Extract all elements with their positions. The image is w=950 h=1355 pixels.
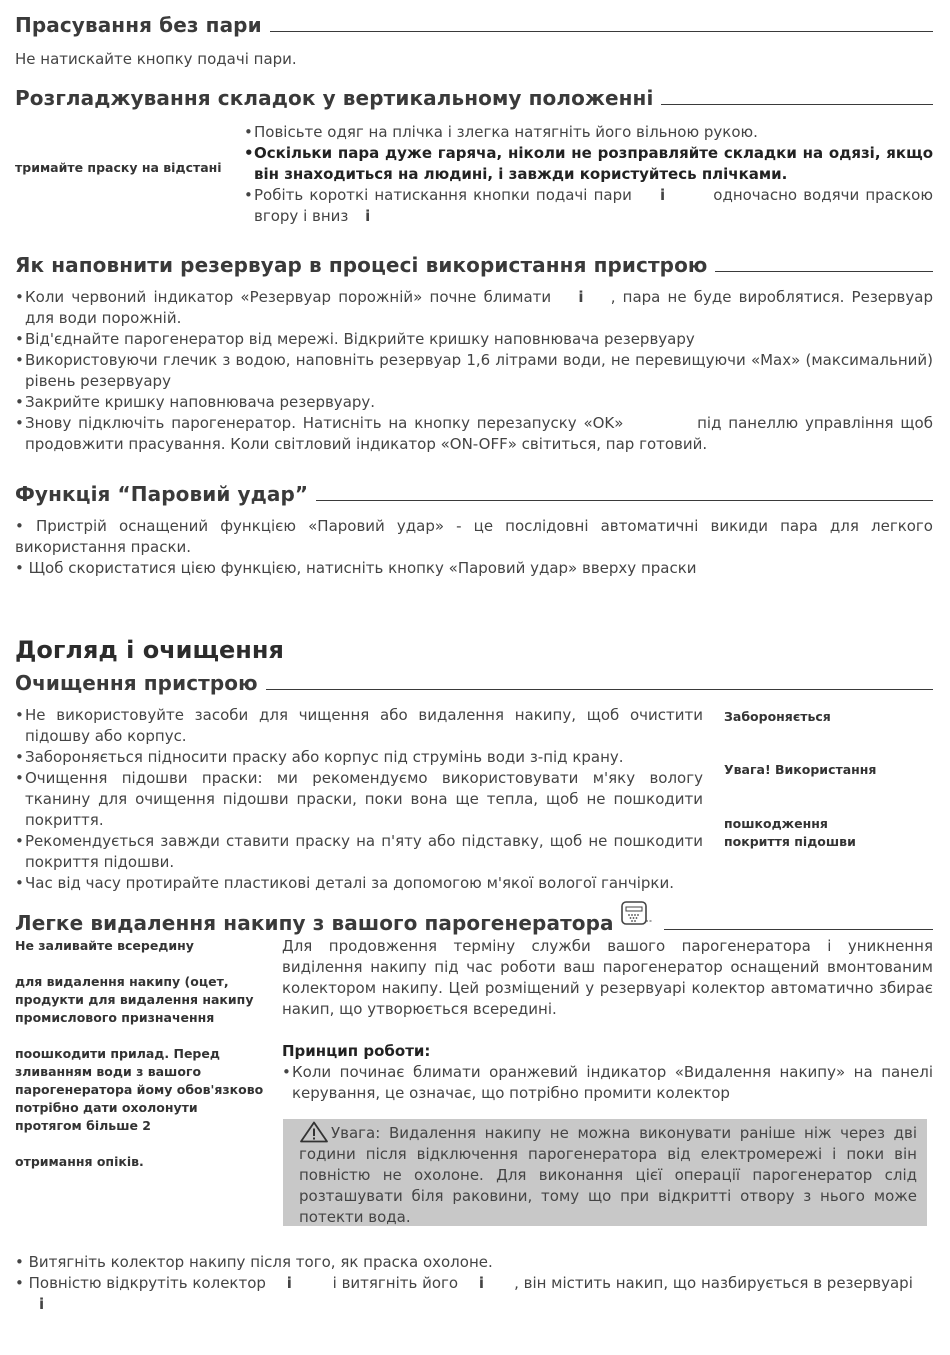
list-item: • Щоб скористатися цією функцією, натисніть кнопку «Паровий удар» вверху праски [15, 559, 697, 577]
side-note: тримайте праску на відстані [15, 160, 222, 175]
section-heading-cleaning [15, 671, 933, 695]
side-notes-column [15, 937, 265, 1171]
list-item-text: Витягніть колектор накипу після того, як праска охолоне. [28, 1253, 493, 1271]
list-item-text: Пристрій оснащений функцією «Паровий удар» - це послідовні автоматичні викиди пара для легкого використання праски. [15, 517, 933, 556]
bullet-list [15, 516, 933, 579]
section-title: Прасування без пари [15, 13, 262, 37]
figure-ref: i [365, 207, 371, 225]
list-item: • Не використовуйте засоби для чищення або видалення накипу, щоб очистити підошву або корпус. [15, 705, 703, 747]
side-note: Не заливайте всередину [15, 938, 194, 953]
warning-box [283, 1119, 927, 1226]
heading-rule [661, 104, 933, 105]
list-item-text: під панеллю управління щоб продовжити прасування. Коли світловий індикатор «ON-OFF» світиться, пар готовий. [25, 414, 933, 453]
list-item: • Рекомендується завжди ставити праску на п'яту або підставку, щоб не пошкодити покриття підошви. [15, 831, 703, 873]
figure-ref: i [39, 1295, 45, 1313]
side-note: для видалення накипу (оцет, продукти для видалення накипу промислового призначення [15, 974, 254, 1025]
list-item: • Забороняється підносити праску або корпус під струмінь води з-під крану. [15, 747, 703, 768]
section-title: Розгладжування складок у вертикальному положенні [15, 86, 654, 110]
heading-rule [664, 929, 933, 930]
list-item: • Закрийте кришку наповнювача резервуару. [15, 392, 933, 413]
chapter-title: Догляд і очищення [15, 636, 284, 664]
section-heading-steam-shot [15, 482, 933, 506]
section-title: Легке видалення накипу з вашого парогенератора [15, 911, 614, 935]
paragraph: Не натискайте кнопку подачі пари. [15, 50, 297, 68]
section-heading-ironing-without-steam [15, 13, 933, 37]
list-item-text: Коли червоний індикатор «Резервуар порожній» почне блимати [25, 288, 552, 306]
bullet-list [15, 287, 933, 455]
list-item: • Пристрій оснащений функцією «Паровий удар» - це послідовні автоматичні викиди пара для легкого використання праски. [15, 517, 933, 556]
list-item [15, 413, 933, 455]
figure-ref: i [578, 288, 584, 306]
list-item-text: Знову підключіть парогенератор. Натисніть на кнопку перезапуску «OK» [25, 414, 624, 432]
list-item: • Час від часу протирайте пластикові деталі за допомогою м'якої вологої ганчірки. [15, 873, 703, 894]
descale-intro: Для продовження терміну служби вашого парогенератора і уникнення виділення накипу під час роботи ваш парогенератор оснащений вмонтованим колектором накипу. Цей розміщений у резервуарі колектор автоматично збирає накип, що утворюється всередині. [282, 937, 933, 1018]
figure-ref: i [478, 1274, 485, 1292]
list-item: • Від'єднайте парогенератор від мережі. Відкрийте кришку наповнювача резервуару [15, 329, 933, 350]
bullet-list [15, 705, 703, 894]
side-note: поошкодити прилад. Перед зливанням води з вашого парогенератора йому обов'язково потрібно дати охолонути протягом більше 2 [15, 1046, 264, 1133]
side-note: Увага! Використання [724, 762, 877, 777]
list-item-warning: • Оскільки пара дуже гаряча, ніколи не розправляйте складки на одязі, якщо він знаходиться на людині, і завжди користуйтесь плічками. [244, 143, 933, 185]
bullet-list [282, 1062, 933, 1104]
figure-ref: i [286, 1274, 292, 1292]
bullet-list [244, 122, 933, 227]
section-title: Очищення пристрою [15, 671, 258, 695]
side-note: отримання опіків. [15, 1154, 144, 1169]
list-item [244, 185, 933, 227]
side-note: пошкодження покриття підошви [724, 816, 856, 849]
list-item: • Витягніть колектор накипу після того, як праска охолоне. [15, 1253, 493, 1271]
section-heading-descaling [15, 900, 933, 935]
list-item-text: Повністю відкрутіть колектор [28, 1274, 266, 1292]
list-item: • Очищення підошви праски: ми рекомендуємо використовувати м'яку вологу тканину для очищення підошви праски, поки вона ще тепла, щоб не пошкодити покриття. [15, 768, 703, 831]
section-title: Як наповнити резервуар в процесі використання пристрою [15, 253, 708, 277]
principle-title: Принцип роботи: [282, 1042, 431, 1060]
warning-text: Увага: Видалення накипу не можна виконувати раніше ніж через дві години після відключення парогенератора від електромережі і поки він повністю не охолоне. Для виконання цієї операції парогенератор слід розташувати біля раковини, тому що при відкритті отвору з нього може потекти вода. [299, 1124, 917, 1226]
section-heading-filling-tank [15, 253, 933, 277]
list-item: • Повністю відкрутіть колектор i і витягніть його i , він містить накип, що назбирується в резервуарі i [15, 1274, 913, 1313]
heading-rule [270, 31, 933, 32]
bullet-list [15, 1252, 933, 1315]
list-item-text: , пара не буде вироблятися. Резервуар для води порожній. [25, 288, 933, 327]
heading-rule [715, 271, 933, 272]
list-item-text: Робіть короткі натискання кнопки подачі пари [254, 186, 632, 204]
side-note: Забороняється [724, 709, 831, 724]
section-heading-vertical-steaming [15, 86, 933, 110]
list-item: • Використовуючи глечик з водою, наповніть резервуар 1,6 літрами води, не перевищуючи «Max» (максимальний) рівень резервуару [15, 350, 933, 392]
list-item-text: , він містить накип, що назбирується в резервуарі [514, 1274, 913, 1292]
heading-rule [266, 689, 933, 690]
descale-collector-icon [620, 900, 656, 930]
figure-ref: i [659, 186, 666, 204]
heading-rule [316, 500, 933, 501]
warning-triangle-icon [299, 1121, 329, 1143]
section-title: Функція “Паровий удар” [15, 482, 309, 506]
list-item [15, 287, 933, 329]
list-item-text: і витягніть його [332, 1274, 459, 1292]
list-item-text: одночасно водячи праскою вгору і вниз [254, 186, 933, 225]
list-item: • Коли починає блимати оранжевий індикатор «Видалення накипу» на панелі керування, це означає, що потрібно промити колектор [282, 1062, 933, 1104]
list-item: • Повісьте одяг на плічка і злегка натягніть його вільною рукою. [244, 122, 933, 143]
list-item-text: Щоб скористатися цією функцією, натисніть кнопку «Паровий удар» вверху праски [28, 559, 697, 577]
